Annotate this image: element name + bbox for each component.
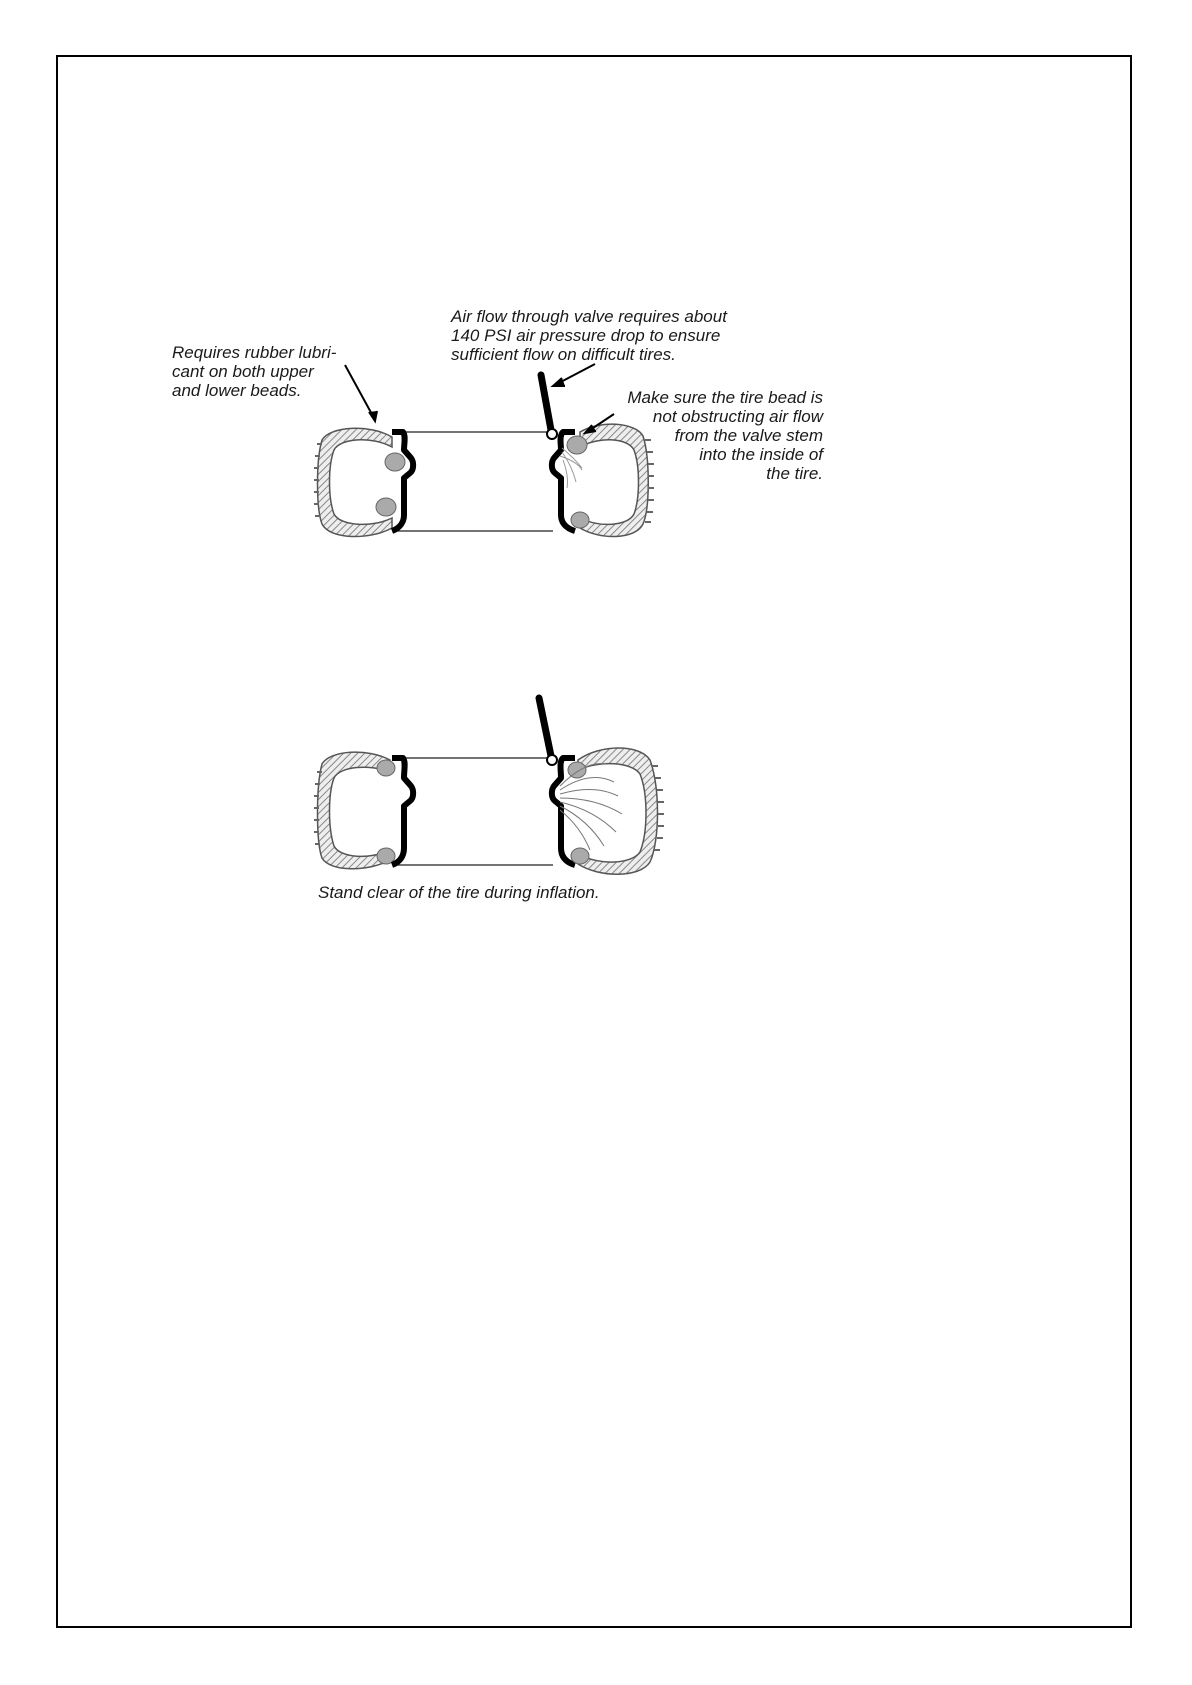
left-tire-section (314, 752, 395, 869)
right-tire-section (560, 748, 664, 874)
inflation-caption: Stand clear of the tire during inflation. (318, 883, 600, 902)
left-rim-flange (392, 758, 413, 865)
valve-stem (547, 755, 557, 765)
lubricant-note: Requires rubber lubri- cant on both upper and lower beads. (172, 343, 337, 400)
inflation-hose (539, 698, 551, 756)
bead-note: Make sure the tire bead is not obstructing air flow from the valve stem into the inside of the tire. (627, 388, 823, 483)
airflow-note: Air flow through valve requires about 140 PSI air pressure drop to ensure sufficient flow on difficult tires. (451, 307, 727, 364)
